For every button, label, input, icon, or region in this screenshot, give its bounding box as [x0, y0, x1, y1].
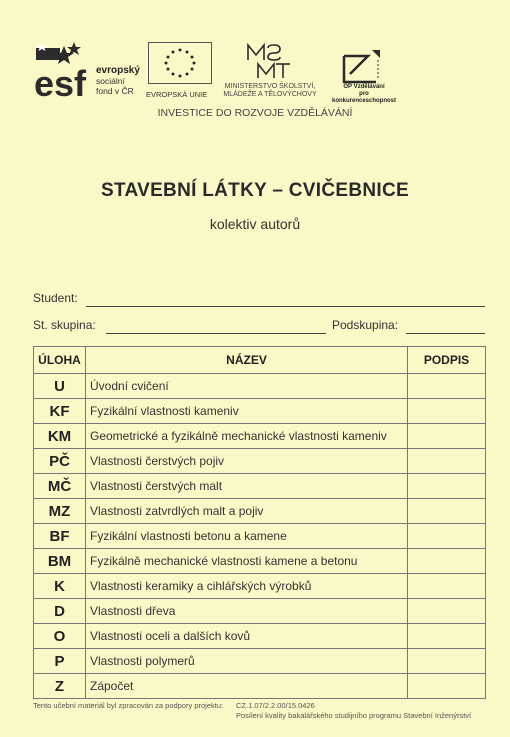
table-row	[34, 374, 486, 399]
op-line2: pro konkurenceschopnost	[331, 91, 396, 104]
signature-cell[interactable]	[408, 649, 486, 674]
task-code: KM	[34, 424, 86, 449]
header-name: NÁZEV	[86, 347, 408, 374]
header-task: ÚLOHA	[34, 347, 86, 374]
task-code: BF	[34, 524, 86, 549]
svg-text:esf: esf	[34, 63, 87, 100]
esf-text	[96, 66, 140, 96]
esf-mark-icon	[34, 42, 94, 100]
signature-cell[interactable]	[408, 524, 486, 549]
table-row	[34, 524, 486, 549]
task-code: MZ	[34, 499, 86, 524]
task-code: U	[34, 374, 86, 399]
op-logo-icon	[340, 48, 384, 84]
msmt-line1: MINISTERSTVO ŠKOLSTVÍ,	[224, 83, 316, 90]
task-name: Vlastnosti zatvrdlých malt a pojiv	[86, 499, 408, 524]
footer-project-name: Posílení kvality bakalářského studijního programu Stavební Inženýrství	[236, 711, 472, 720]
signature-cell[interactable]	[408, 474, 486, 499]
table-row	[34, 599, 486, 624]
op-caption	[327, 84, 401, 105]
task-name: Fyzikální vlastnosti kameniv	[86, 399, 408, 424]
signature-cell[interactable]	[408, 574, 486, 599]
task-code: Z	[34, 674, 86, 699]
logo-bar	[34, 40, 484, 110]
header-signature: PODPIS	[408, 347, 486, 374]
student-field[interactable]	[86, 306, 485, 307]
task-code: KF	[34, 399, 86, 424]
footer-project	[236, 701, 471, 721]
subgroup-field[interactable]	[406, 333, 485, 334]
task-name: Vlastnosti keramiky a cihlářských výrobků	[86, 574, 408, 599]
table-row	[34, 574, 486, 599]
task-code: PČ	[34, 449, 86, 474]
task-name: Zápočet	[86, 674, 408, 699]
task-name: Geometrické a fyzikálně mechanické vlastnosti kameniv	[86, 424, 408, 449]
page-subtitle: kolektiv autorů	[209, 216, 301, 232]
task-name: Fyzikálně mechanické vlastnosti kamene a betonu	[86, 549, 408, 574]
esf-line3: fond v ČR	[96, 86, 134, 96]
signature-cell[interactable]	[408, 624, 486, 649]
signature-cell[interactable]	[408, 399, 486, 424]
task-name: Úvodní cvičení	[86, 374, 408, 399]
task-code: D	[34, 599, 86, 624]
task-code: BM	[34, 549, 86, 574]
signature-cell[interactable]	[408, 424, 486, 449]
signature-cell[interactable]	[408, 674, 486, 699]
task-name: Vlastnosti dřeva	[86, 599, 408, 624]
table-header-row	[34, 347, 486, 374]
investice-slogan: INVESTICE DO ROZVOJE VZDĚLÁVÁNÍ	[157, 107, 353, 119]
tasks-table	[33, 346, 486, 699]
task-name: Vlastnosti polymerů	[86, 649, 408, 674]
table-row	[34, 424, 486, 449]
table-row	[34, 624, 486, 649]
table-row	[34, 449, 486, 474]
task-name: Vlastnosti oceli a dalších kovů	[86, 624, 408, 649]
msmt-logo-icon	[244, 42, 294, 80]
op-line1: OP Vzdělávání	[343, 84, 385, 90]
table-row	[34, 649, 486, 674]
task-code: P	[34, 649, 86, 674]
task-code: O	[34, 624, 86, 649]
msmt-line2: MLÁDEŽE A TĚLOVÝCHOVY	[223, 91, 317, 98]
table-row	[34, 474, 486, 499]
task-code: MČ	[34, 474, 86, 499]
footer-support-note: Tento učební materiál byl zpracován za podpory projektu:	[33, 701, 224, 710]
table-row	[34, 399, 486, 424]
table-row	[34, 674, 486, 699]
table-row	[34, 499, 486, 524]
signature-cell[interactable]	[408, 374, 486, 399]
signature-cell[interactable]	[408, 599, 486, 624]
subgroup-label: Podskupina:	[332, 318, 399, 332]
group-label: St. skupina:	[33, 318, 96, 332]
signature-cell[interactable]	[408, 449, 486, 474]
task-name: Fyzikální vlastnosti betonu a kamene	[86, 524, 408, 549]
esf-logo	[34, 42, 144, 100]
student-label: Student:	[33, 291, 78, 305]
msmt-caption	[215, 83, 325, 99]
eu-flag-icon	[148, 42, 212, 84]
page-title: STAVEBNÍ LÁTKY – CVIČEBNICE	[101, 180, 409, 201]
esf-line1: evropský	[96, 65, 140, 76]
signature-cell[interactable]	[408, 499, 486, 524]
signature-cell[interactable]	[408, 549, 486, 574]
footer-project-code: CZ.1.07/2.2.00/15.0426	[236, 701, 315, 710]
esf-line2: sociální	[96, 76, 125, 86]
task-name: Vlastnosti čerstvých malt	[86, 474, 408, 499]
eu-caption: EVROPSKÁ UNIE	[146, 90, 208, 99]
task-name: Vlastnosti čerstvých pojiv	[86, 449, 408, 474]
group-field[interactable]	[106, 333, 326, 334]
task-code: K	[34, 574, 86, 599]
table-row	[34, 549, 486, 574]
